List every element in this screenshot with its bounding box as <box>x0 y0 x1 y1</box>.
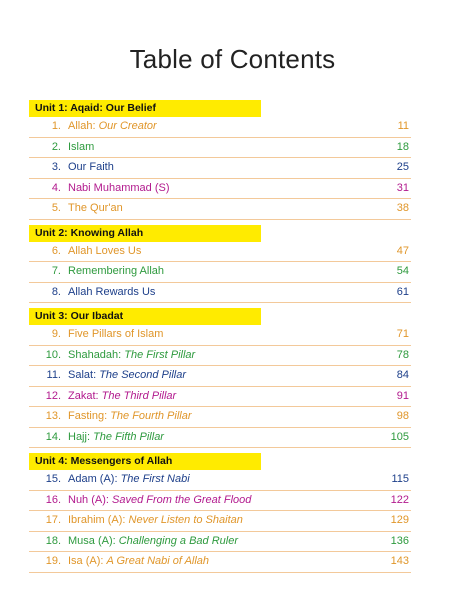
entry-title-main: Hajj: <box>68 430 94 443</box>
toc-entry[interactable] <box>29 262 411 283</box>
entry-page-number: 11 <box>397 120 409 132</box>
unit-heading: Unit 1: Aqaid: Our Belief <box>29 100 261 117</box>
entry-number: 11. <box>46 369 61 381</box>
entry-number: 4. <box>51 181 61 194</box>
entry-title <box>68 407 192 427</box>
entry-title <box>68 470 190 490</box>
entry-number: 1. <box>51 120 61 132</box>
entry-title-main: Salat: <box>68 369 100 381</box>
toc-entry[interactable] <box>29 511 411 532</box>
entry-page-number: 84 <box>396 369 409 381</box>
entry-title-main: Shahadah: <box>68 348 125 361</box>
entry-title <box>68 387 176 407</box>
toc-entry[interactable] <box>29 491 411 512</box>
entry-title <box>68 262 164 282</box>
toc-entry[interactable] <box>29 325 411 346</box>
entry-title-main: Zakat: <box>68 389 102 402</box>
entry-title-main: Remembering Allah <box>68 265 164 277</box>
entry-page-number: 25 <box>396 161 409 173</box>
entry-title <box>68 346 195 366</box>
entry-number: 19. <box>45 555 61 567</box>
entry-page-number: 129 <box>390 514 409 526</box>
entry-title-main: Allah Loves Us <box>68 244 142 257</box>
toc-entry[interactable] <box>29 428 411 449</box>
entry-subtitle: The Fifth Pillar <box>93 430 164 443</box>
toc-entry[interactable] <box>29 117 411 138</box>
entry-title-main: Our Faith <box>68 161 114 173</box>
entry-title-main: Nabi Muhammad (S) <box>68 181 170 194</box>
toc-entry[interactable] <box>29 470 411 491</box>
entry-title-main: Ibrahim (A): <box>68 514 129 526</box>
entry-subtitle: The First Nabi <box>120 473 190 485</box>
entry-number: 9. <box>51 328 61 340</box>
toc-entry[interactable] <box>29 346 411 367</box>
entry-number: 18. <box>45 534 61 547</box>
entry-title <box>68 199 123 219</box>
entry-page-number: 122 <box>390 493 409 506</box>
entry-title-main: Nuh (A): <box>68 493 113 506</box>
entry-title-main: Musa (A): <box>68 534 119 547</box>
toc-entry[interactable] <box>29 407 411 428</box>
entry-page-number: 98 <box>396 410 409 422</box>
toc-entry[interactable] <box>29 366 411 387</box>
entry-page-number: 54 <box>396 265 409 277</box>
entry-number: 2. <box>51 140 61 153</box>
entry-title-main: Fasting: <box>68 410 111 422</box>
toc-entry[interactable] <box>29 158 411 179</box>
entry-number: 8. <box>51 285 61 298</box>
entry-title <box>68 511 243 531</box>
entry-title-main: Allah: <box>68 120 99 132</box>
entry-title-main: Five Pillars of Islam <box>68 328 164 340</box>
entry-page-number: 38 <box>396 202 409 214</box>
entry-page-number: 143 <box>390 555 409 567</box>
entry-title-main: The Qur'an <box>68 202 123 214</box>
entry-number: 10. <box>45 348 61 361</box>
entry-title-main: Isa (A): <box>68 555 107 567</box>
entry-subtitle: Our Creator <box>98 120 157 132</box>
table-of-contents <box>29 100 411 573</box>
entry-page-number: 105 <box>390 430 409 443</box>
entry-number: 15. <box>45 473 61 485</box>
entry-number: 12. <box>45 389 61 402</box>
entry-number: 3. <box>51 161 61 173</box>
entry-number: 17. <box>45 514 61 526</box>
entry-page-number: 18 <box>396 140 409 153</box>
entry-title <box>68 532 238 552</box>
entry-title-main: Adam (A): <box>68 473 121 485</box>
entry-title <box>68 283 155 303</box>
entry-subtitle: The First Pillar <box>124 348 196 361</box>
entry-page-number: 61 <box>396 285 409 298</box>
toc-entry[interactable] <box>29 199 411 220</box>
page-title: Table of Contents <box>129 44 336 74</box>
entry-title <box>68 138 94 158</box>
entry-title <box>68 552 209 572</box>
entry-title <box>68 158 114 178</box>
entry-title <box>68 117 157 137</box>
entry-title <box>68 428 164 448</box>
entry-page-number: 91 <box>396 389 409 402</box>
entry-subtitle: Saved From the Great Flood <box>112 493 252 506</box>
entry-number: 14. <box>45 430 61 443</box>
entry-title <box>68 242 141 262</box>
toc-entry[interactable] <box>29 242 411 263</box>
toc-entry[interactable] <box>29 532 411 553</box>
entry-number: 16. <box>45 493 61 506</box>
entry-subtitle: A Great Nabi of Allah <box>106 555 210 567</box>
entry-number: 6. <box>51 244 61 257</box>
unit-heading: Unit 4: Messengers of Allah <box>29 453 261 470</box>
toc-entry[interactable] <box>29 138 411 159</box>
entry-subtitle: The Third Pillar <box>101 389 177 402</box>
entry-subtitle: Never Listen to Shaitan <box>128 514 243 526</box>
entry-title <box>68 491 251 511</box>
entry-title-main: Allah Rewards Us <box>68 285 156 298</box>
entry-subtitle: Challenging a Bad Ruler <box>118 534 238 547</box>
entry-title <box>68 325 163 345</box>
entry-title <box>68 366 186 386</box>
entry-number: 13. <box>45 410 61 422</box>
entry-subtitle: The Second Pillar <box>99 369 187 381</box>
entry-title <box>68 179 169 199</box>
entry-number: 7. <box>51 265 61 277</box>
toc-entry[interactable] <box>29 179 411 200</box>
entry-page-number: 47 <box>396 244 409 257</box>
entry-number: 5. <box>51 202 61 214</box>
entry-page-number: 136 <box>390 534 409 547</box>
toc-entry[interactable] <box>29 387 411 408</box>
unit-heading: Unit 2: Knowing Allah <box>29 225 261 242</box>
unit-heading: Unit 3: Our Ibadat <box>29 308 261 325</box>
entry-page-number: 78 <box>396 348 409 361</box>
toc-entry[interactable] <box>29 552 411 573</box>
toc-entry[interactable] <box>29 283 411 304</box>
entry-subtitle: The Fourth Pillar <box>110 410 192 422</box>
entry-page-number: 71 <box>396 328 409 340</box>
entry-page-number: 31 <box>396 181 409 194</box>
entry-page-number: 115 <box>391 473 409 485</box>
entry-title-main: Islam <box>68 140 95 153</box>
